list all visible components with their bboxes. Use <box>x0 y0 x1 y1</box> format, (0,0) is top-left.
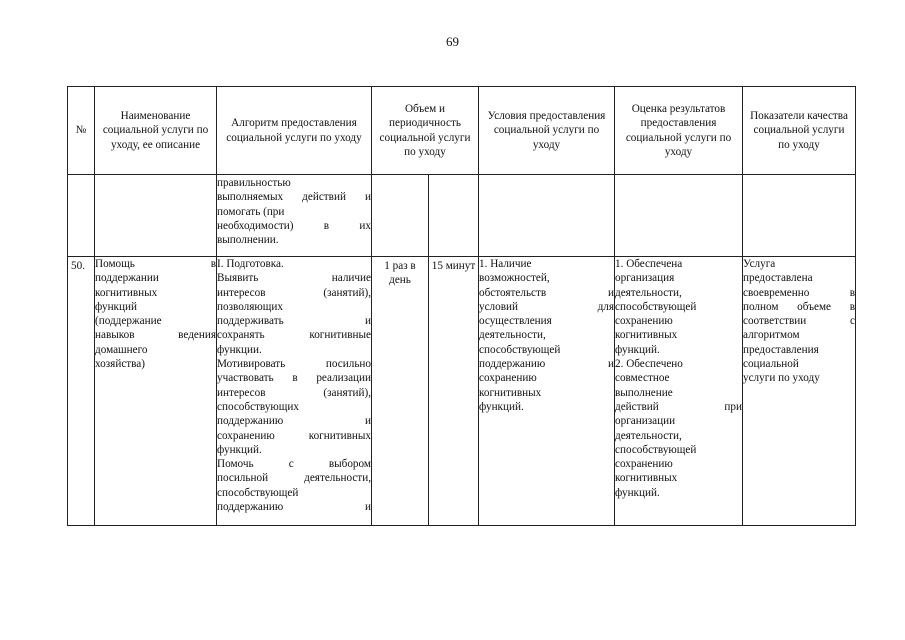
quality-line: предоставлена <box>743 272 813 285</box>
service-name-line: хозяйства) <box>95 358 145 371</box>
evaluation-line: совместное <box>615 372 670 385</box>
algorithm-line: Помочь с выбором <box>217 458 371 471</box>
header-evaluation: Оценка результатов предоставления социальной услуги по уходу <box>615 87 743 175</box>
conditions-cell <box>479 257 615 526</box>
algorithm-line: функций. <box>217 443 262 456</box>
header-algorithm: Алгоритм предоставления социальной услуги по уходу <box>217 87 372 175</box>
algorithm-line: способствующих <box>217 400 299 413</box>
conditions-line: 1. Наличие <box>479 258 532 270</box>
conditions-line: возможностей, <box>479 272 550 285</box>
quality-line: алгоритмом <box>743 329 800 342</box>
conditions-line: способствующей <box>479 343 561 356</box>
evaluation-line: способствующей <box>615 443 697 456</box>
evaluation-line: способствующей <box>615 300 697 313</box>
evaluation-line: 1. Обеспечена <box>615 258 683 270</box>
evaluation-line: функций. <box>615 343 660 356</box>
quality-line: Услуга <box>743 258 776 270</box>
algorithm-line: сохранению когнитивных <box>217 429 371 442</box>
header-quality: Показатели качества социальной услуги по уходу <box>743 87 856 175</box>
quality-cell <box>743 257 856 526</box>
header-volume: Объем и периодичность социальной услуги по уходу <box>372 87 479 175</box>
header-conditions: Условия предоставления социальной услуги по уходу <box>479 87 615 175</box>
row-number: 50. <box>68 257 95 526</box>
cont-algorithm-line: необходимости) в их <box>217 219 371 232</box>
cont-conditions-cell <box>479 175 615 257</box>
quality-line: услуги по уходу <box>743 372 820 385</box>
conditions-line: обстоятельств и <box>479 286 614 299</box>
conditions-line: поддержанию и <box>479 358 614 371</box>
conditions-line: сохранению <box>479 372 537 385</box>
quality-line: социальной <box>743 358 799 371</box>
cont-quality-cell <box>743 175 856 257</box>
algorithm-line: поддерживать и <box>217 315 371 328</box>
service-name-line: навыков ведения <box>95 329 216 342</box>
services-table <box>67 86 856 526</box>
header-service-name: Наименование социальной услуги по уходу, ее описание <box>95 87 217 175</box>
cont-algorithm-line: выполнении. <box>217 234 279 247</box>
conditions-line: функций. <box>479 400 524 413</box>
page-number: 69 <box>446 34 459 49</box>
evaluation-cell <box>615 257 743 526</box>
cont-duration-cell <box>429 175 479 257</box>
evaluation-line: когнитивных <box>615 329 678 342</box>
algorithm-line: интересов (занятий), <box>217 286 371 299</box>
service-name-line: Помощь в <box>95 258 216 270</box>
evaluation-line: сохранению <box>615 315 673 328</box>
header-num: № <box>68 87 95 175</box>
cont-algorithm-line: помогать (при <box>217 205 285 218</box>
algorithm-line: функции. <box>217 343 262 356</box>
cont-algorithm-cell <box>217 175 372 257</box>
service-name-line: домашнего <box>95 343 148 356</box>
evaluation-line: организации <box>615 415 676 428</box>
service-row-50 <box>68 257 856 526</box>
evaluation-line: сохранению <box>615 458 673 471</box>
evaluation-line: деятельности, <box>615 286 682 299</box>
cont-num-cell <box>68 175 95 257</box>
service-name-line: функций <box>95 300 137 313</box>
algorithm-line: Выявить наличие <box>217 272 371 285</box>
algorithm-line: интересов (занятий), <box>217 386 371 399</box>
cont-frequency-cell <box>372 175 429 257</box>
header-row <box>68 87 856 175</box>
algorithm-line: поддержанию и <box>217 415 371 428</box>
algorithm-cell <box>217 257 372 526</box>
service-name-line: (поддержание <box>95 315 162 328</box>
service-name-line: поддержании <box>95 272 159 285</box>
continuation-row <box>68 175 856 257</box>
conditions-line: условий для <box>479 300 614 313</box>
conditions-line: когнитивных <box>479 386 542 399</box>
quality-line: предоставления <box>743 343 819 356</box>
conditions-line: деятельности, <box>479 329 546 342</box>
frequency-cell: 1 раз в день <box>372 257 429 526</box>
quality-line: своевременно в <box>743 286 855 299</box>
quality-line: полном объеме в <box>743 300 855 313</box>
evaluation-line: организация <box>615 272 675 285</box>
quality-line: соответствии с <box>743 315 855 328</box>
algorithm-line: сохранять когнитивные <box>217 329 371 342</box>
cont-algorithm-line: правильностью <box>217 177 291 189</box>
algorithm-line: позволяющих <box>217 300 283 313</box>
cont-name-cell <box>95 175 217 257</box>
evaluation-line: функций. <box>615 486 660 499</box>
evaluation-line: 2. Обеспечено <box>615 358 683 371</box>
cont-algorithm-line: выполняемых действий и <box>217 191 371 204</box>
algorithm-line: способствующей <box>217 486 299 499</box>
algorithm-line: посильной деятельности, <box>217 472 371 485</box>
algorithm-line: I. Подготовка. <box>217 258 284 270</box>
service-name-line: когнитивных <box>95 286 158 299</box>
cont-evaluation-cell <box>615 175 743 257</box>
algorithm-line: Мотивировать посильно <box>217 358 371 371</box>
evaluation-line: выполнение <box>615 386 673 399</box>
evaluation-line: действий при <box>615 400 742 413</box>
evaluation-line: деятельности, <box>615 429 682 442</box>
conditions-line: осуществления <box>479 315 552 328</box>
duration-cell: 15 минут <box>429 257 479 526</box>
algorithm-line: участвовать в реализации <box>217 372 371 385</box>
service-name-cell <box>95 257 217 526</box>
evaluation-line: когнитивных <box>615 472 678 485</box>
algorithm-line: поддержанию и <box>217 501 371 514</box>
